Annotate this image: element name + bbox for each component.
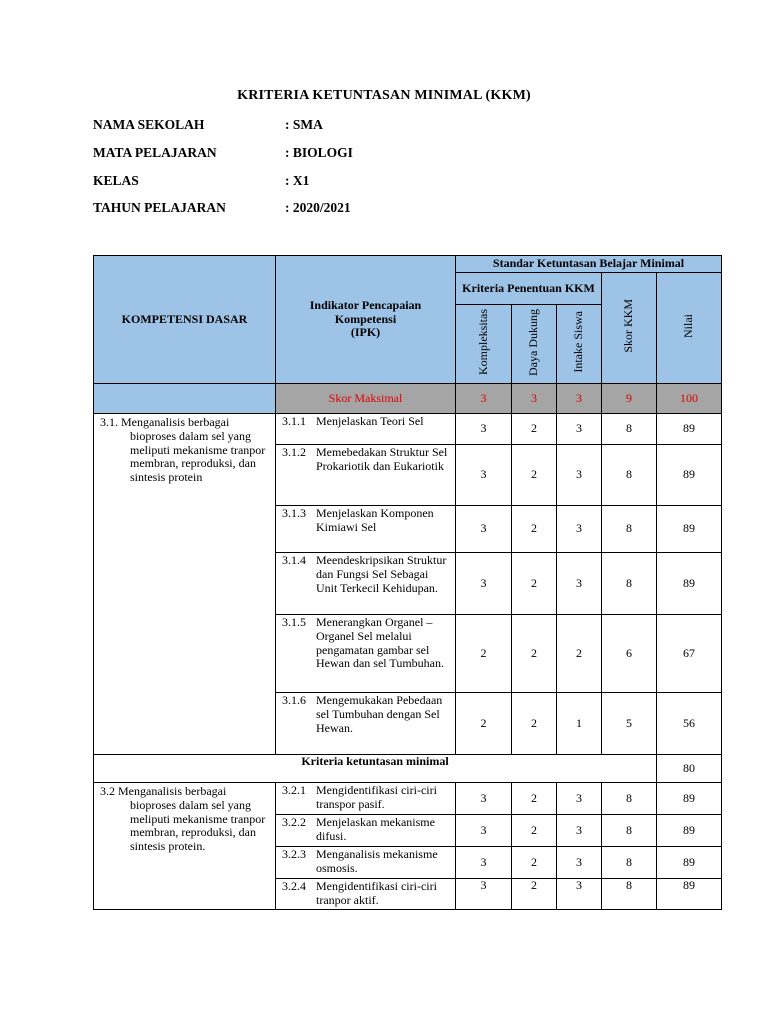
daya-dukung-value: 2: [512, 847, 557, 879]
ipk-number: 3.1.6: [282, 693, 306, 707]
kd-cell-3-1: [94, 414, 276, 755]
ipk-cell: [276, 553, 456, 615]
skor-value: 8: [602, 553, 657, 615]
kompleksitas-value: 3: [456, 506, 512, 553]
nilai-value: 89: [657, 553, 722, 615]
ipk-number: 3.2.2: [282, 815, 306, 829]
intake-value: 3: [557, 445, 602, 506]
header-skor-kkm: [602, 273, 657, 384]
ipk-cell: [276, 615, 456, 693]
skor-maksimal-nilai: 100: [657, 384, 722, 414]
table-row: [94, 414, 722, 445]
kompleksitas-value: 3: [456, 815, 512, 847]
skor-maksimal-skor: 9: [602, 384, 657, 414]
meta-value: : 2020/2021: [285, 200, 351, 215]
ipk-number: 3.2.1: [282, 783, 306, 797]
kompleksitas-value: 3: [456, 847, 512, 879]
intake-value: 3: [557, 414, 602, 445]
meta-label: TAHUN PELAJARAN: [93, 200, 226, 215]
meta-value: : SMA: [285, 117, 323, 132]
header-kompleksitas-label: Kompleksitas: [475, 309, 490, 376]
header-standar: Standar Ketuntasan Belajar Minimal: [456, 256, 722, 273]
kompleksitas-value: 3: [456, 553, 512, 615]
ipk-number: 3.1.5: [282, 615, 306, 629]
ipk-cell: [276, 506, 456, 553]
ipk-cell: [276, 783, 456, 815]
kompleksitas-value: 2: [456, 615, 512, 693]
nilai-value: 67: [657, 615, 722, 693]
nilai-value: 89: [657, 783, 722, 815]
ipk-cell: [276, 693, 456, 755]
header-ipk-line3: (IPK): [350, 325, 381, 340]
ipk-number: 3.2.4: [282, 879, 306, 893]
ipk-cell: [276, 445, 456, 506]
header-ipk-line2: Kompetensi: [334, 311, 397, 326]
nilai-value: 56: [657, 693, 722, 755]
skor-value: 6: [602, 615, 657, 693]
daya-dukung-value: 2: [512, 615, 557, 693]
kompleksitas-value: 2: [456, 693, 512, 755]
ipk-number: 3.2.3: [282, 847, 306, 861]
skor-value: 8: [602, 847, 657, 879]
ipk-cell: [276, 879, 456, 910]
ipk-number: 3.1.2: [282, 445, 306, 459]
skor-value: 8: [602, 783, 657, 815]
intake-value: 3: [557, 879, 602, 910]
daya-dukung-value: 2: [512, 445, 557, 506]
ipk-text: Mengidentifikasi ciri-ciri tranpor aktif.: [316, 879, 437, 907]
daya-dukung-value: 2: [512, 506, 557, 553]
header-intake-label: Intake Siswa: [571, 311, 586, 373]
kd-text: 3.2 Menganalisis berbagai bioproses dalam sel yang meliputi mekanisme tranpor membran, reproduksi, dan sintesis protein.: [100, 784, 266, 854]
kompleksitas-value: 3: [456, 783, 512, 815]
daya-dukung-value: 2: [512, 693, 557, 755]
daya-dukung-value: 2: [512, 414, 557, 445]
kompleksitas-value: 3: [456, 414, 512, 445]
skor-maksimal-kompleksitas: 3: [456, 384, 512, 414]
ipk-text: Mengemukakan Pebedaan sel Tumbuhan dengan Sel Hewan.: [316, 693, 443, 735]
header-intake: [557, 305, 602, 384]
meta-row-class: [93, 173, 309, 189]
ipk-text: Meendeskripsikan Struktur dan Fungsi Sel Sebagai Unit Terkecil Kehidupan.: [316, 553, 447, 595]
kd-cell-3-2: [94, 783, 276, 910]
intake-value: 3: [557, 783, 602, 815]
daya-dukung-value: 2: [512, 783, 557, 815]
header-skor-kkm-label: Skor KKM: [621, 299, 636, 353]
skor-maksimal-intake: 3: [557, 384, 602, 414]
meta-row-year: [93, 200, 351, 216]
meta-value: : X1: [285, 173, 310, 188]
ipk-text: Menjelaskan Komponen Kimiawi Sel: [316, 506, 434, 534]
nilai-value: 89: [657, 506, 722, 553]
header-kriteria: Kriteria Penentuan KKM: [456, 273, 602, 305]
intake-value: 3: [557, 506, 602, 553]
kompleksitas-value: 3: [456, 445, 512, 506]
daya-dukung-value: 2: [512, 553, 557, 615]
daya-dukung-value: 2: [512, 879, 557, 910]
kriteria-value: 80: [657, 755, 722, 783]
table-row: [94, 783, 722, 815]
header-daya-dukung: [512, 305, 557, 384]
skor-maksimal-label: Skor Maksimal: [276, 384, 456, 414]
meta-label: MATA PELAJARAN: [93, 145, 217, 160]
ipk-number: 3.1.3: [282, 506, 306, 520]
kd-text: 3.1. Menganalisis berbagai bioproses dalam sel yang meliputi mekanisme tranpor membran, reproduksi, dan sintesis protein: [100, 415, 266, 485]
intake-value: 3: [557, 847, 602, 879]
skor-maksimal-blank: [94, 384, 276, 414]
kriteria-label: Kriteria ketuntasan minimal: [94, 755, 657, 783]
header-nilai: [657, 273, 722, 384]
nilai-value: 89: [657, 414, 722, 445]
skor-value: 5: [602, 693, 657, 755]
intake-value: 3: [557, 815, 602, 847]
header-nilai-label: Nilai: [681, 314, 696, 339]
ipk-cell: [276, 815, 456, 847]
skor-value: 8: [602, 815, 657, 847]
meta-row-school: [93, 117, 323, 133]
skor-value: 8: [602, 445, 657, 506]
ipk-text: Menganalisis mekanisme osmosis.: [316, 847, 438, 875]
skor-maksimal-row: [94, 384, 722, 414]
meta-label: KELAS: [93, 173, 139, 188]
ipk-number: 3.1.1: [282, 414, 306, 428]
ipk-text: Mengidentifikasi ciri-ciri transpor pasif.: [316, 783, 437, 811]
meta-row-subject: [93, 145, 353, 161]
meta-value: : BIOLOGI: [285, 145, 353, 160]
ipk-text: Memebedakan Struktur Sel Prokariotik dan Eukariotik: [316, 445, 448, 473]
meta-label: NAMA SEKOLAH: [93, 117, 205, 132]
kriteria-row: [94, 755, 722, 783]
intake-value: 1: [557, 693, 602, 755]
ipk-text: Menerangkan Organel – Organel Sel melalui pengamatan gambar sel Hewan dan sel Tumbuhan.: [316, 615, 444, 671]
skor-value: 8: [602, 506, 657, 553]
nilai-value: 89: [657, 445, 722, 506]
nilai-value: 89: [657, 847, 722, 879]
nilai-value: 89: [657, 815, 722, 847]
ipk-cell: [276, 414, 456, 445]
header-ipk-line1: Indikator Pencapaian: [309, 297, 422, 312]
intake-value: 3: [557, 553, 602, 615]
header-daya-dukung-label: Daya Dukung: [526, 308, 541, 376]
ipk-text: Menjelaskan mekanisme difusi.: [316, 815, 435, 843]
header-kompleksitas: [456, 305, 512, 384]
document-title: KRITERIA KETUNTASAN MINIMAL (KKM): [237, 88, 531, 103]
intake-value: 2: [557, 615, 602, 693]
ipk-cell: [276, 847, 456, 879]
nilai-value: 89: [657, 879, 722, 910]
ipk-text: Menjelaskan Teori Sel: [316, 414, 424, 428]
header-kompetensi-dasar: KOMPETENSI DASAR: [94, 256, 276, 384]
skor-maksimal-daya-dukung: 3: [512, 384, 557, 414]
header-ipk: [276, 256, 456, 384]
skor-value: 8: [602, 879, 657, 910]
ipk-number: 3.1.4: [282, 553, 306, 567]
daya-dukung-value: 2: [512, 815, 557, 847]
kompleksitas-value: 3: [456, 879, 512, 910]
skor-value: 8: [602, 414, 657, 445]
kkm-table: [93, 255, 722, 910]
